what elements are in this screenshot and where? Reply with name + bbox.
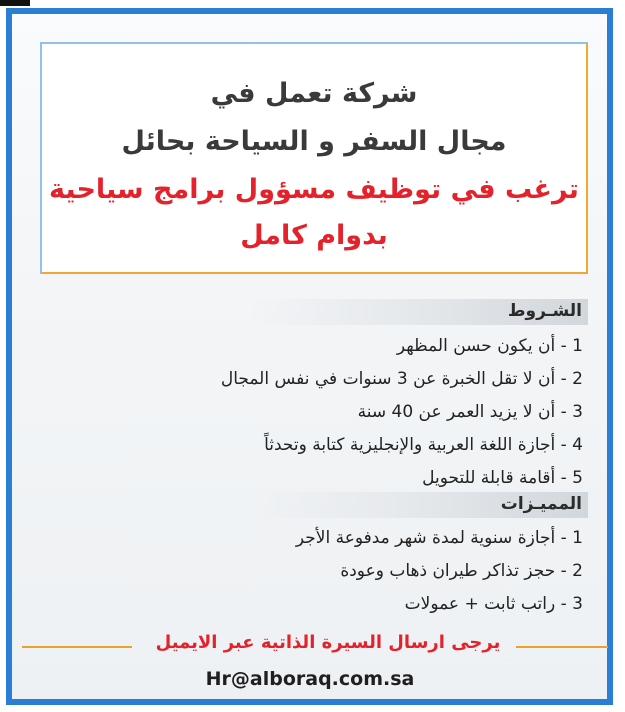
headline-line-1: شركة تعمل في (210, 78, 418, 109)
top-strip-fragment (0, 0, 30, 6)
headline-line-4: بدوام كامل (240, 220, 388, 251)
ad-frame (6, 8, 613, 705)
cta-divider-left (22, 646, 132, 648)
list-item: 1 - أن يكون حسن المظهر (396, 336, 583, 356)
list-item: 1 - أجازة سنوية لمدة شهر مدفوعة الأجر (295, 528, 583, 548)
benefits-list (296, 522, 583, 621)
benefits-header (250, 492, 588, 518)
requirements-list (221, 330, 583, 495)
requirements-title: الشـروط (507, 301, 582, 321)
headline-line-3: ترغب في توظيف مسؤول برامج سياحية (49, 174, 579, 205)
list-item: 5 - أقامة قابلة للتحويل (422, 468, 583, 488)
contact-email[interactable]: Hr@alboraq.com.sa (205, 668, 415, 690)
list-item: 4 - أجازة اللغة العربية والإنجليزية كتابة وتحدثاً (264, 435, 583, 455)
list-item: 3 - أن لا يزيد العمر عن 40 سنة (357, 402, 583, 422)
cta-text: يرجى ارسال السيرة الذاتية عبر الايميل (155, 632, 501, 653)
headline-line-2: مجال السفر و السياحة بحائل (121, 126, 507, 157)
cta-row (22, 630, 608, 664)
cta-divider-right (516, 646, 608, 648)
list-item: 2 - أن لا تقل الخبرة عن 3 سنوات في نفس المجال (220, 369, 583, 389)
headline-box (40, 42, 588, 274)
requirements-header (250, 299, 588, 325)
list-item: 2 - حجز تذاكر طيران ذهاب وعودة (340, 561, 583, 581)
benefits-title: المميـزات (500, 494, 582, 514)
list-item: 3 - راتب ثابت + عمولات (404, 594, 583, 614)
